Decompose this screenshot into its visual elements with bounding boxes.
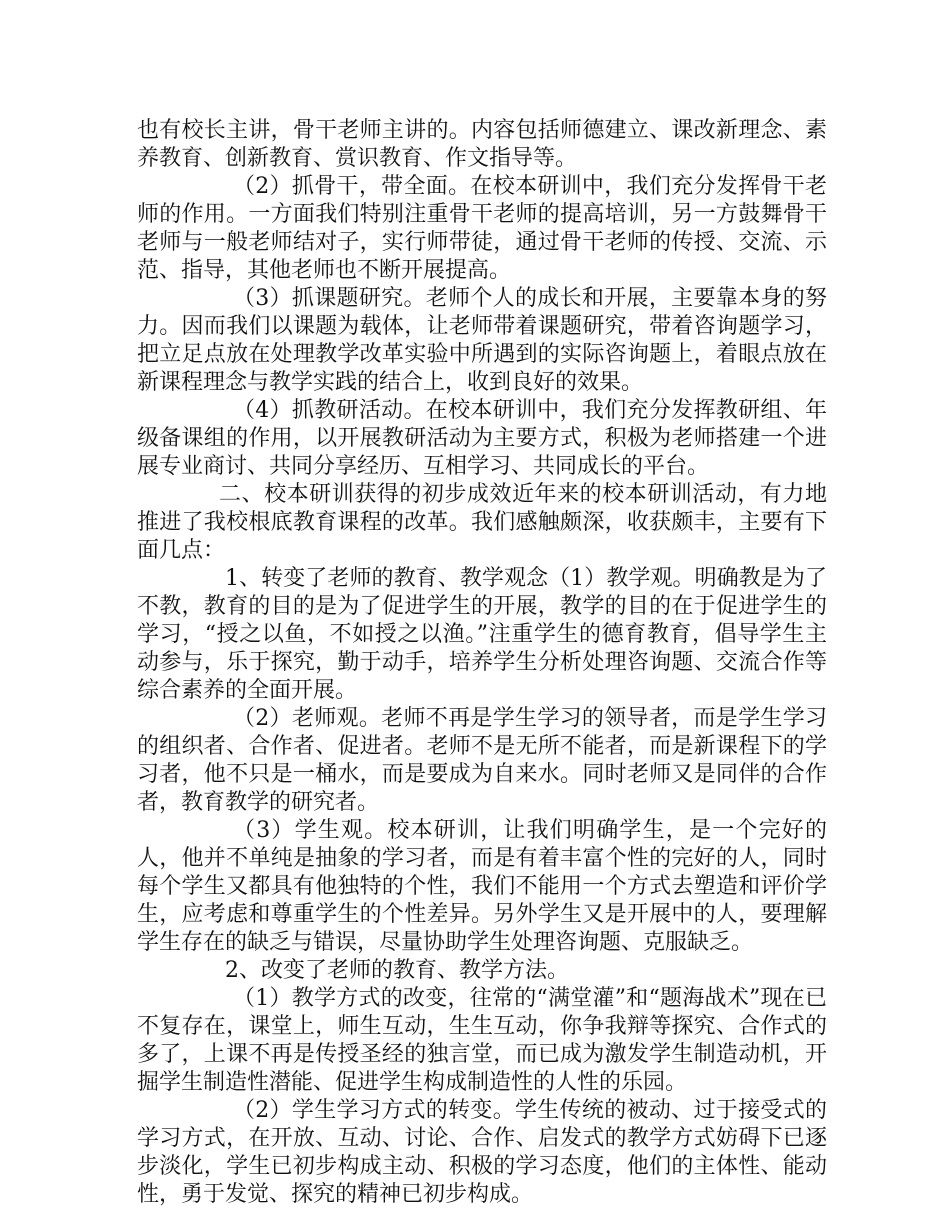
subheading-paragraph: 2、改变了老师的教育、教学方法。 — [225, 958, 569, 983]
paragraph: （1）教学方式的改变，往常的“满堂灌”和“题海战术”现在已不复存在，课堂上，师生互动，生生互动，你争我辩等探究、合作式的多了，上课不再是传授圣经的独言堂，而已成为激发学生制造动机，开掘学生制造性潜能、促进学生构成制造性的人性的乐园。 — [137, 986, 827, 1095]
document-body — [137, 117, 827, 1209]
paragraph: 也有校长主讲，骨干老师主讲的。内容包括师德建立、课改新理念、素养教育、创新教育、赏识教育、作文指导等。 — [137, 118, 827, 171]
paragraph: （2）学生学习方式的转变。学生传统的被动、过于接受式的学习方式，在开放、互动、讨论、合作、启发式的教学方式妨碍下已逐步淡化，学生已初步构成主动、积极的学习态度，他们的主体性、能动性，勇于发觉、探究的精神已初步构成。 — [137, 1098, 827, 1207]
paragraph: （3）抓课题研究。老师个人的成长和开展，主要靠本身的努力。因而我们以课题为载体，让老师带着课题研究，带着咨询题学习，把立足点放在处理教学改革实验中所遇到的实际咨询题上，着眼点放在新课程理念与教学实践的结合上，收到良好的效果。 — [137, 286, 827, 395]
paragraph: （4）抓教研活动。在校本研训中，我们充分发挥教研组、年级备课组的作用，以开展教研活动为主要方式，积极为老师搭建一个进展专业商讨、共同分享经历、互相学习、共同成长的平台。 — [137, 398, 827, 479]
paragraph: 1、转变了老师的教育、教学观念（1）教学观。明确教是为了不教，教育的目的是为了促进学生的开展，教学的目的在于促进学生的学习，“授之以鱼，不如授之以渔。”注重学生的德育教育，倡导学生主动参与，乐于探究，勤于动手，培养学生分析处理咨询题、交流合作等综合素养的全面开展。 — [137, 566, 827, 703]
paragraph: （3）学生观。校本研训，让我们明确学生，是一个完好的人，他并不单纯是抽象的学习者，而是有着丰富个性的完好的人，同时每个学生又都具有他独特的个性，我们不能用一个方式去塑造和评价学生，应考虑和尊重学生的个性差异。另外学生又是开展中的人，要理解学生存在的缺乏与错误，尽量协助学生处理咨询题、克服缺乏。 — [137, 818, 827, 955]
paragraph: （2）老师观。老师不再是学生学习的领导者，而是学生学习的组织者、合作者、促进者。老师不是无所不能者，而是新课程下的学习者，他不只是一桶水，而是要成为自来水。同时老师又是同伴的合作者，教育教学的研究者。 — [137, 706, 827, 815]
section-heading-paragraph: 二、校本研训获得的初步成效近年来的校本研训活动，有力地推进了我校根底教育课程的改革。我们感触颇深，收获颇丰，主要有下面几点： — [137, 482, 827, 563]
paragraph: （2）抓骨干，带全面。在校本研训中，我们充分发挥骨干老师的作用。一方面我们特别注重骨干老师的提高培训，另一方鼓舞骨干老师与一般老师结对子，实行师带徒，通过骨干老师的传授、交流、示范、指导，其他老师也不断开展提高。 — [137, 174, 827, 283]
